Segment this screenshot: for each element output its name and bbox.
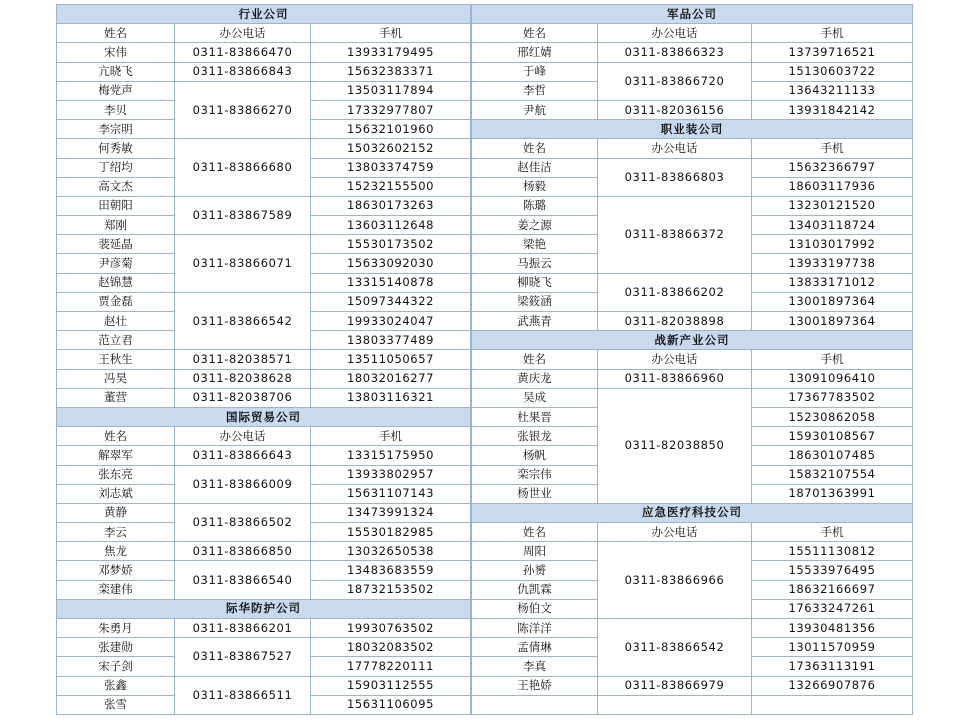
mobile-number: 18632166697 [752, 580, 913, 599]
person-name: 赵佳洁 [472, 158, 598, 177]
directory-row [57, 446, 471, 465]
mobile-number: 18630173263 [311, 196, 471, 215]
person-name: 高文杰 [57, 177, 175, 196]
name-column-header: 姓名 [472, 523, 598, 542]
person-name: 邢红婧 [472, 43, 598, 62]
mobile-number: 13933802957 [311, 465, 471, 484]
mobile-column-header: 手机 [752, 139, 913, 158]
person-name: 尹彦菊 [57, 254, 175, 273]
person-name: 何秀敏 [57, 139, 175, 158]
directory-row [472, 388, 913, 407]
mobile-number: 15130603722 [752, 62, 913, 81]
person-name: 邓梦娇 [57, 561, 175, 580]
person-name: 周阳 [472, 542, 598, 561]
section-title-row [472, 5, 913, 24]
person-name: 武燕青 [472, 312, 598, 331]
person-name: 焦龙 [57, 542, 175, 561]
mobile-number: 15097344322 [311, 292, 471, 311]
mobile-number: 15232155500 [311, 177, 471, 196]
directory-row [472, 273, 913, 292]
mobile-number: 17778220111 [311, 657, 471, 676]
directory-row [57, 139, 471, 158]
office-phone: 0311-83866680 [175, 139, 311, 197]
mobile-number: 15032602152 [311, 139, 471, 158]
mobile-number: 13511050657 [311, 350, 471, 369]
section-title: 行业公司 [57, 5, 471, 24]
office-phone: 0311-83866843 [175, 62, 311, 81]
person-name: 栾宗伟 [472, 465, 598, 484]
person-name: 栾建伟 [57, 580, 175, 599]
mobile-number: 15511130812 [752, 542, 913, 561]
office-phone-column-header: 办公电话 [598, 523, 752, 542]
mobile-number: 13001897364 [752, 312, 913, 331]
section-title-row [57, 407, 471, 426]
office-phone: 0311-83866323 [598, 43, 752, 62]
mobile-number: 13803374759 [311, 158, 471, 177]
section-title: 战新产业公司 [472, 331, 913, 350]
office-phone: 0311-83866979 [598, 676, 752, 695]
office-phone-column-header: 办公电话 [175, 427, 311, 446]
mobile-number: 13803377489 [311, 331, 471, 350]
mobile-number: 13011570959 [752, 638, 913, 657]
directory-table-left [56, 4, 471, 715]
person-name: 于峰 [472, 62, 598, 81]
name-column-header: 姓名 [472, 350, 598, 369]
mobile-number: 13091096410 [752, 369, 913, 388]
mobile-number: 15631106095 [311, 695, 471, 714]
mobile-number: 18701363991 [752, 484, 913, 503]
mobile-number: 13739716521 [752, 43, 913, 62]
directory-table-right [471, 4, 913, 715]
mobile-number: 15633092030 [311, 254, 471, 273]
mobile-number: 15832107554 [752, 465, 913, 484]
directory-row [472, 100, 913, 119]
person-name: 仇凯霖 [472, 580, 598, 599]
person-name: 吴成 [472, 388, 598, 407]
directory-row [57, 638, 471, 657]
mobile-column-header: 手机 [752, 24, 913, 43]
mobile-number: 17633247261 [752, 599, 913, 618]
mobile-number: 18032083502 [311, 638, 471, 657]
office-phone: 0311-82038850 [598, 388, 752, 503]
empty-row [472, 695, 913, 714]
mobile-number: 13473991324 [311, 503, 471, 522]
empty-cell [752, 695, 913, 714]
directory-row [472, 158, 913, 177]
mobile-number: 13643211133 [752, 81, 913, 100]
office-phone: 0311-83866009 [175, 465, 311, 503]
mobile-column-header: 手机 [752, 350, 913, 369]
person-name: 赵锦慧 [57, 273, 175, 292]
person-name: 范立君 [57, 331, 175, 350]
office-phone: 0311-83866643 [175, 446, 311, 465]
mobile-number: 15631107143 [311, 484, 471, 503]
mobile-number: 19930763502 [311, 619, 471, 638]
empty-cell [598, 695, 752, 714]
office-phone-column-header: 办公电话 [175, 24, 311, 43]
office-phone: 0311-83867589 [175, 196, 311, 234]
person-name: 孟倩琳 [472, 638, 598, 657]
mobile-number: 17332977807 [311, 100, 471, 119]
mobile-number: 13032650538 [311, 542, 471, 561]
mobile-number: 13483683559 [311, 561, 471, 580]
header-row [472, 350, 913, 369]
mobile-number: 15903112555 [311, 676, 471, 695]
office-phone: 0311-83866270 [175, 81, 311, 139]
person-name: 杨帆 [472, 446, 598, 465]
directory-row [472, 43, 913, 62]
person-name: 裴延晶 [57, 235, 175, 254]
directory-row [57, 561, 471, 580]
mobile-number: 17363113191 [752, 657, 913, 676]
directory-row [57, 369, 471, 388]
mobile-number: 13403118724 [752, 216, 913, 235]
header-row [472, 24, 913, 43]
directory-row [57, 62, 471, 81]
mobile-number: 15530173502 [311, 235, 471, 254]
directory-row [472, 369, 913, 388]
person-name: 冯昊 [57, 369, 175, 388]
office-phone-column-header: 办公电话 [598, 350, 752, 369]
mobile-number: 13001897364 [752, 292, 913, 311]
person-name: 亢晓飞 [57, 62, 175, 81]
office-phone: 0311-82036156 [598, 100, 752, 119]
mobile-number: 13315140878 [311, 273, 471, 292]
office-phone: 0311-83866850 [175, 542, 311, 561]
mobile-number: 13603112648 [311, 216, 471, 235]
directory-row [472, 542, 913, 561]
office-phone: 0311-83866071 [175, 235, 311, 293]
person-name: 杨世业 [472, 484, 598, 503]
directory-row [57, 81, 471, 100]
directory-left-column [56, 4, 470, 715]
person-name: 柳晓飞 [472, 273, 598, 292]
office-phone: 0311-83866966 [598, 542, 752, 619]
mobile-number: 15632383371 [311, 62, 471, 81]
mobile-number: 13503117894 [311, 81, 471, 100]
person-name: 尹航 [472, 100, 598, 119]
directory-row [57, 292, 471, 311]
office-phone-column-header: 办公电话 [598, 24, 752, 43]
person-name: 梁艳 [472, 235, 598, 254]
directory-row [472, 676, 913, 695]
office-phone-column-header: 办公电话 [598, 139, 752, 158]
mobile-number: 18630107485 [752, 446, 913, 465]
section-title-row [472, 331, 913, 350]
header-row [57, 24, 471, 43]
person-name: 陈洋洋 [472, 619, 598, 638]
office-phone: 0311-82038571 [175, 350, 311, 369]
directory-row [57, 235, 471, 254]
directory-row [57, 388, 471, 407]
office-phone: 0311-83866372 [598, 196, 752, 273]
mobile-number: 18032016277 [311, 369, 471, 388]
mobile-number: 15230862058 [752, 407, 913, 426]
person-name: 黄庆龙 [472, 369, 598, 388]
person-name: 张雪 [57, 695, 175, 714]
office-phone: 0311-83866542 [598, 619, 752, 677]
person-name: 张建勋 [57, 638, 175, 657]
mobile-number: 13931842142 [752, 100, 913, 119]
directory-row [57, 542, 471, 561]
section-title-row [472, 120, 913, 139]
mobile-number: 13833171012 [752, 273, 913, 292]
directory-row [57, 196, 471, 215]
person-name: 张银龙 [472, 427, 598, 446]
mobile-number: 13266907876 [752, 676, 913, 695]
person-name: 解翠军 [57, 446, 175, 465]
section-title-row [472, 503, 913, 522]
mobile-number: 13933197738 [752, 254, 913, 273]
person-name: 贾金磊 [57, 292, 175, 311]
person-name: 黄静 [57, 503, 175, 522]
mobile-number: 17367783502 [752, 388, 913, 407]
mobile-column-header: 手机 [311, 24, 471, 43]
office-phone: 0311-82038706 [175, 388, 311, 407]
mobile-number: 19933024047 [311, 312, 471, 331]
person-name: 梁筱涵 [472, 292, 598, 311]
directory-row [472, 62, 913, 81]
office-phone: 0311-83867527 [175, 638, 311, 676]
person-name: 姜之源 [472, 216, 598, 235]
person-name: 宋子剑 [57, 657, 175, 676]
office-phone: 0311-82038898 [598, 312, 752, 331]
header-row [472, 523, 913, 542]
person-name: 李云 [57, 523, 175, 542]
directory-row [57, 619, 471, 638]
mobile-column-header: 手机 [311, 427, 471, 446]
office-phone: 0311-82038628 [175, 369, 311, 388]
mobile-number: 13230121520 [752, 196, 913, 215]
office-phone: 0311-83866202 [598, 273, 752, 311]
person-name: 陈璐 [472, 196, 598, 215]
directory-row [57, 465, 471, 484]
directory-row [57, 503, 471, 522]
person-name: 马振云 [472, 254, 598, 273]
section-title: 应急医疗科技公司 [472, 503, 913, 522]
directory-right-column [471, 4, 912, 715]
person-name: 郑刚 [57, 216, 175, 235]
mobile-number: 13933179495 [311, 43, 471, 62]
directory-row [57, 676, 471, 695]
person-name: 王秋生 [57, 350, 175, 369]
person-name: 李哲 [472, 81, 598, 100]
name-column-header: 姓名 [472, 139, 598, 158]
mobile-number: 15930108567 [752, 427, 913, 446]
section-title: 际华防护公司 [57, 599, 471, 618]
office-phone: 0311-83866470 [175, 43, 311, 62]
person-name: 杨毅 [472, 177, 598, 196]
section-title: 国际贸易公司 [57, 407, 471, 426]
mobile-number: 15533976495 [752, 561, 913, 580]
empty-cell [472, 695, 598, 714]
person-name: 田朝阳 [57, 196, 175, 215]
directory-row [472, 619, 913, 638]
mobile-number: 13315175950 [311, 446, 471, 465]
person-name: 朱勇月 [57, 619, 175, 638]
name-column-header: 姓名 [57, 427, 175, 446]
office-phone: 0311-83866540 [175, 561, 311, 599]
office-phone: 0311-83866803 [598, 158, 752, 196]
mobile-number: 13930481356 [752, 619, 913, 638]
mobile-number: 13103017992 [752, 235, 913, 254]
office-phone: 0311-83866960 [598, 369, 752, 388]
section-title: 军品公司 [472, 5, 913, 24]
section-title-row [57, 599, 471, 618]
section-title-row [57, 5, 471, 24]
person-name: 王艳娇 [472, 676, 598, 695]
header-row [57, 427, 471, 446]
mobile-number: 18603117936 [752, 177, 913, 196]
person-name: 杨伯文 [472, 599, 598, 618]
mobile-number: 18732153502 [311, 580, 471, 599]
directory-row [472, 196, 913, 215]
person-name: 李贝 [57, 100, 175, 119]
mobile-column-header: 手机 [752, 523, 913, 542]
directory-row [57, 350, 471, 369]
office-phone: 0311-83866720 [598, 62, 752, 100]
person-name: 李真 [472, 657, 598, 676]
directory-row [472, 312, 913, 331]
person-name: 杜果晋 [472, 407, 598, 426]
person-name: 张鑫 [57, 676, 175, 695]
person-name: 刘志斌 [57, 484, 175, 503]
mobile-number: 15530182985 [311, 523, 471, 542]
mobile-number: 15632101960 [311, 120, 471, 139]
office-phone: 0311-83866542 [175, 292, 311, 350]
person-name: 李宗明 [57, 120, 175, 139]
person-name: 张东亮 [57, 465, 175, 484]
person-name: 丁绍均 [57, 158, 175, 177]
name-column-header: 姓名 [472, 24, 598, 43]
header-row [472, 139, 913, 158]
person-name: 董营 [57, 388, 175, 407]
person-name: 宋伟 [57, 43, 175, 62]
person-name: 梅党声 [57, 81, 175, 100]
mobile-number: 13803116321 [311, 388, 471, 407]
name-column-header: 姓名 [57, 24, 175, 43]
office-phone: 0311-83866201 [175, 619, 311, 638]
section-title: 职业装公司 [472, 120, 913, 139]
office-phone: 0311-83866502 [175, 503, 311, 541]
directory-row [57, 43, 471, 62]
mobile-number: 15632366797 [752, 158, 913, 177]
person-name: 赵壮 [57, 312, 175, 331]
person-name: 孙赟 [472, 561, 598, 580]
office-phone: 0311-83866511 [175, 676, 311, 714]
